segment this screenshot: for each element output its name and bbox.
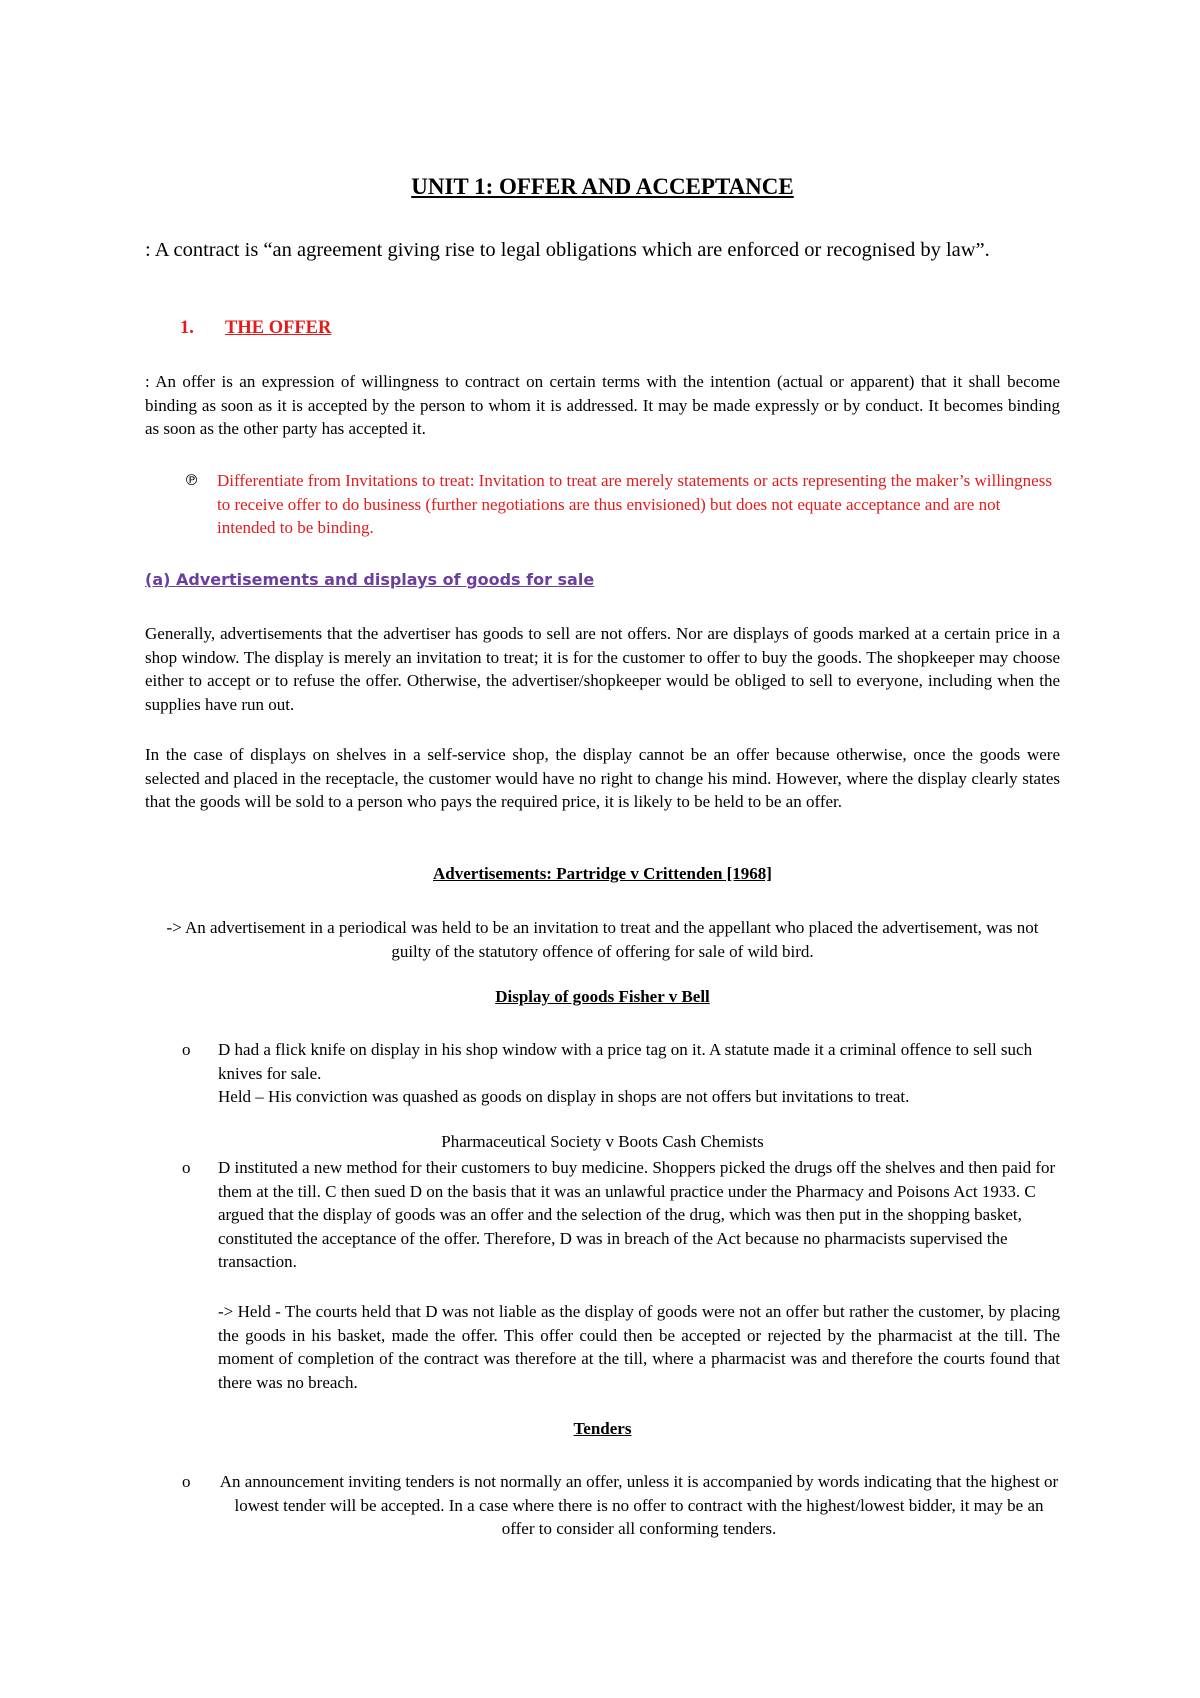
invitation-to-treat-note	[184, 469, 1060, 540]
pharmaceutical-facts: D instituted a new method for their customers to buy medicine. Shoppers picked the drugs off the shelves and then paid for them at the till. C then sued D on the basis that it was an unlawful practice under the Pharmacy and Poisons Act 1933. C argued that the display of goods was an offer and the selection of the drug, which was then put in the shopping basket, constituted the acceptance of the offer. Therefore, D was in breach of the Act because no pharmacists supervised the transaction.	[218, 1158, 1056, 1271]
heading-tenders: Tenders	[573, 1419, 632, 1438]
circle-bullet-icon: o	[182, 1040, 191, 1059]
circle-bullet-icon: o	[182, 1472, 191, 1491]
paragraph-generally: Generally, advertisements that the advertiser has goods to sell are not offers. Nor are displays of goods marked at a certain price in a shop window. The display is merely an invitation to treat; it is for the customer to offer to buy the goods. The shopkeeper may choose either to accept or to refuse the offer. Otherwise, the advertiser/shopkeeper would be obliged to sell to everyone, including when the supplies have run out.	[145, 624, 1060, 714]
list-item-tenders	[182, 1470, 1060, 1541]
case-heading-pharmaceutical: Pharmaceutical Society v Boots Cash Chemists	[441, 1132, 764, 1151]
phonogram-bullet-icon: ℗	[184, 471, 199, 489]
subsection-heading-advertisements: (a) Advertisements and displays of goods for sale	[145, 570, 595, 589]
pharmaceutical-held: -> Held - The courts held that D was not liable as the display of goods were not an offer but rather the customer, by placing the goods in his basket, made the offer. This offer could then be accepted or rejected by the pharmacist at the till. The moment of completion of the contract was therefore at the till, where a pharmacist was and therefore the courts found that there was no breach.	[218, 1302, 1060, 1392]
fisher-held: Held – His conviction was quashed as goods on display in shops are not offers but invitations to treat.	[218, 1087, 910, 1106]
list-item-fisher	[182, 1038, 1060, 1109]
circle-bullet-icon: o	[182, 1158, 191, 1177]
case-heading-partridge: Advertisements: Partridge v Crittenden [1968]	[433, 864, 772, 883]
case-text-partridge: -> An advertisement in a periodical was held to be an invitation to treat and the appellant who placed the advertisement, was not guilty of the statutory offence of offering for sale of wild bird.	[166, 918, 1039, 961]
invitation-to-treat-text: Differentiate from Invitations to treat: Invitation to treat are merely statements or acts representing the maker’s willingness to receive offer to do business (further negotiations are thus envisioned) but does not equate acceptance and are not intended to be binding.	[217, 471, 1052, 537]
list-item-pharmaceutical	[182, 1156, 1060, 1274]
section-heading-the-offer	[180, 318, 331, 339]
offer-definition: : An offer is an expression of willingness to contract on certain terms with the intention (actual or apparent) that it shall become binding as soon as it is accepted by the person to whom it is addressed. It may be made expressly or by conduct. It becomes binding as soon as the other party has accepted it.	[145, 372, 1060, 438]
case-heading-fisher: Display of goods Fisher v Bell	[495, 987, 710, 1006]
fisher-facts: D had a flick knife on display in his shop window with a price tag on it. A statute made it a criminal offence to sell such knives for sale.	[218, 1040, 1033, 1083]
document-page	[145, 0, 1060, 1698]
tenders-text: An announcement inviting tenders is not normally an offer, unless it is accompanied by words indicating that the highest or lowest tender will be accepted. In a case where there is no offer to contract with the highest/lowest bidder, it may be an offer to consider all conforming tenders.	[219, 1472, 1059, 1538]
section-label: THE OFFER	[225, 318, 332, 338]
paragraph-self-service: In the case of displays on shelves in a self-service shop, the display cannot be an offer because otherwise, once the goods were selected and placed in the receptacle, the customer would have no right to change his mind. However, where the display clearly states that the goods will be sold to a person who pays the required price, it is likely to be held to be an offer.	[145, 745, 1060, 811]
unit-title: UNIT 1: OFFER AND ACCEPTANCE	[411, 174, 794, 199]
contract-definition: : A contract is “an agreement giving rise to legal obligations which are enforced or recognised by law”.	[145, 239, 990, 261]
section-number: 1.	[180, 318, 194, 338]
